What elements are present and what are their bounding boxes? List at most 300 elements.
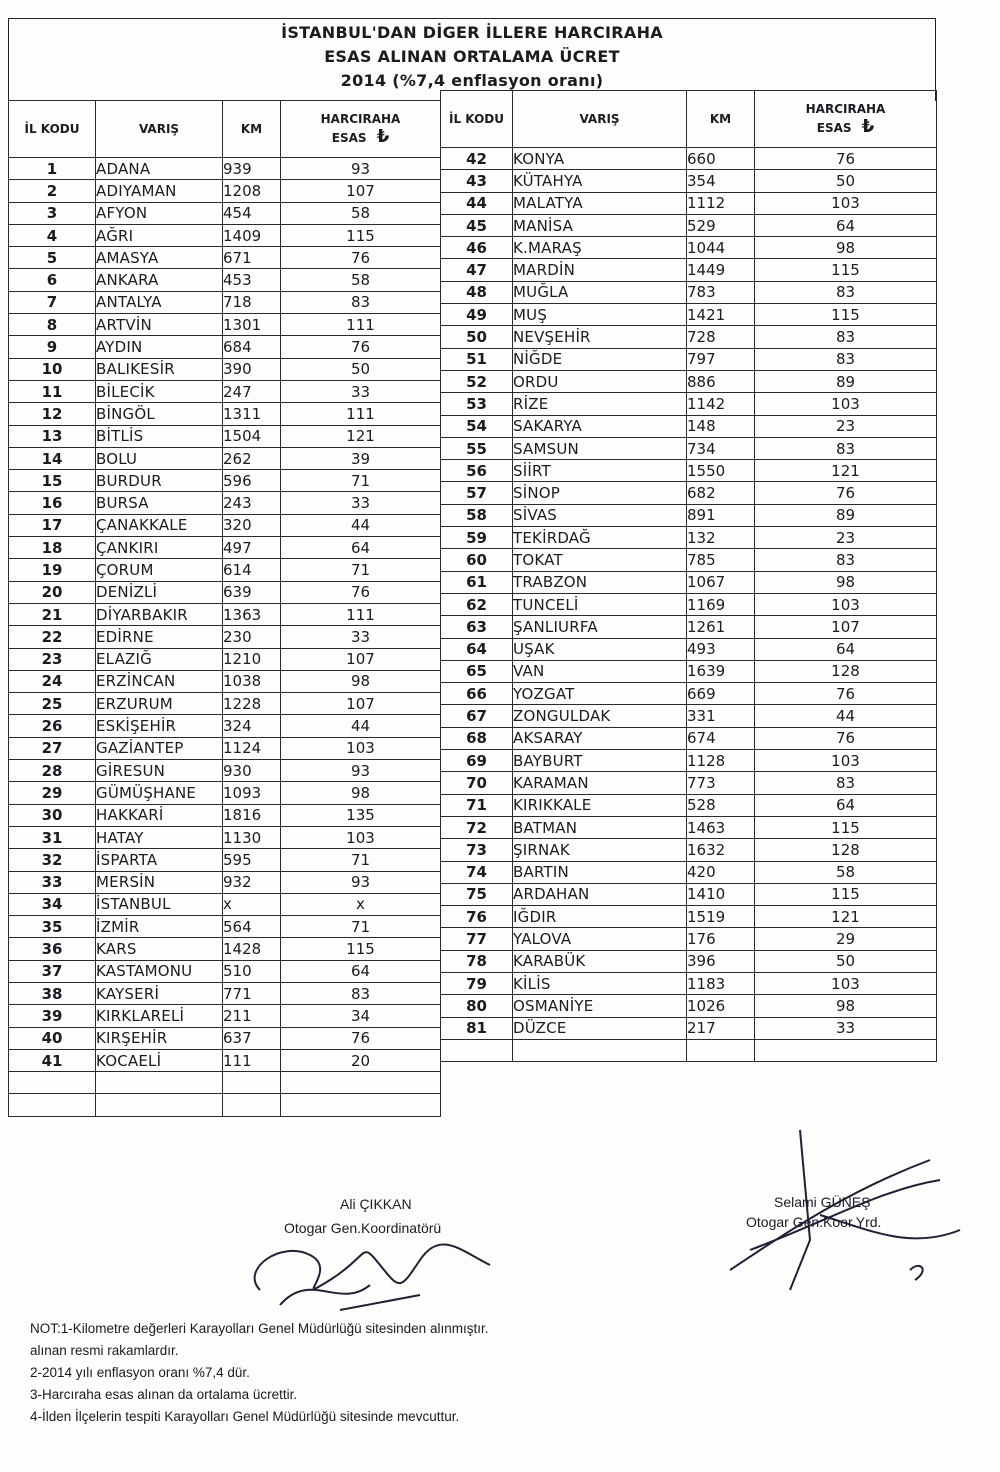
- fee-amount: 64: [755, 214, 937, 236]
- destination-city: NEVŞEHİR: [513, 326, 687, 348]
- province-code: 68: [441, 727, 513, 749]
- destination-city: ERZİNCAN: [96, 670, 223, 692]
- fee-amount: 58: [281, 202, 441, 224]
- table-row: [441, 326, 937, 348]
- province-code: 81: [441, 1017, 513, 1039]
- table-row: [441, 393, 937, 415]
- province-code: 66: [441, 683, 513, 705]
- province-code: 24: [9, 670, 96, 692]
- province-code: 41: [9, 1049, 96, 1071]
- destination-city: AYDIN: [96, 336, 223, 358]
- destination-city: TUNCELİ: [513, 593, 687, 615]
- table-row: [441, 1017, 937, 1039]
- distance-km: 454: [223, 202, 281, 224]
- table-row: [441, 460, 937, 482]
- distance-km: 595: [223, 849, 281, 871]
- header-fee-line2: ESAS: [331, 131, 367, 145]
- destination-city: YALOVA: [513, 928, 687, 950]
- table-row: [441, 616, 937, 638]
- table-row: [441, 839, 937, 861]
- table-row: [9, 1027, 441, 1049]
- distance-km: 614: [223, 559, 281, 581]
- distance-km: 396: [687, 950, 755, 972]
- fee-amount: 107: [281, 693, 441, 715]
- fee-amount: 93: [281, 158, 441, 180]
- table-row: [441, 437, 937, 459]
- title-line-3: 2014 (%7,4 enflasyon oranı): [340, 71, 604, 90]
- distance-km: x: [223, 893, 281, 915]
- left-table-body: [9, 158, 441, 1117]
- province-code: 3: [9, 202, 96, 224]
- title-line-2: ESAS ALINAN ORTALAMA ÜCRET: [324, 47, 620, 66]
- fee-amount: 111: [281, 314, 441, 336]
- destination-city: KASTAMONU: [96, 960, 223, 982]
- table-row: [9, 670, 441, 692]
- left-signatory-name: Ali ÇIKKAN: [340, 1196, 412, 1212]
- province-code: 52: [441, 370, 513, 392]
- distance-km: 1550: [687, 460, 755, 482]
- empty-cell: [281, 1072, 441, 1094]
- destination-city: BURDUR: [96, 470, 223, 492]
- distance-km: 728: [687, 326, 755, 348]
- table-row: [441, 995, 937, 1017]
- province-code: 11: [9, 380, 96, 402]
- destination-city: SAKARYA: [513, 415, 687, 437]
- distance-km: 1261: [687, 616, 755, 638]
- header-code: İL KODU: [9, 101, 96, 158]
- fee-amount: 20: [281, 1049, 441, 1071]
- distance-km: 1210: [223, 648, 281, 670]
- fee-amount: 115: [281, 938, 441, 960]
- distance-km: 1112: [687, 192, 755, 214]
- fee-amount: 111: [281, 603, 441, 625]
- distance-km: 684: [223, 336, 281, 358]
- province-code: 70: [441, 772, 513, 794]
- province-code: 77: [441, 928, 513, 950]
- distance-km: 1026: [687, 995, 755, 1017]
- header-fee-line1: HARCIRAHA: [320, 112, 401, 126]
- lira-icon: ₺: [861, 116, 875, 137]
- destination-city: ÇORUM: [96, 559, 223, 581]
- fee-amount: 71: [281, 916, 441, 938]
- distance-km: 1816: [223, 804, 281, 826]
- province-code: 71: [441, 794, 513, 816]
- province-code: 47: [441, 259, 513, 281]
- destination-city: GİRESUN: [96, 760, 223, 782]
- table-row: [441, 794, 937, 816]
- destination-city: ANTALYA: [96, 291, 223, 313]
- destination-city: ŞIRNAK: [513, 839, 687, 861]
- distance-km: 211: [223, 1005, 281, 1027]
- table-row: [9, 403, 441, 425]
- fee-amount: 33: [281, 492, 441, 514]
- destination-city: TRABZON: [513, 571, 687, 593]
- empty-cell: [281, 1094, 441, 1116]
- province-code: 79: [441, 972, 513, 994]
- distance-km: 891: [687, 504, 755, 526]
- destination-city: K.MARAŞ: [513, 237, 687, 259]
- destination-city: BİLECİK: [96, 380, 223, 402]
- fee-amount: 71: [281, 470, 441, 492]
- fee-amount: 128: [755, 660, 937, 682]
- table-row: [9, 626, 441, 648]
- fee-amount: 107: [281, 648, 441, 670]
- table-row: [9, 158, 441, 180]
- destination-city: BİNGÖL: [96, 403, 223, 425]
- distance-km: 783: [687, 281, 755, 303]
- table-row: [9, 358, 441, 380]
- province-code: 34: [9, 893, 96, 915]
- table-row: [9, 760, 441, 782]
- table-row: [9, 559, 441, 581]
- table-row: [441, 705, 937, 727]
- fee-amount: 50: [281, 358, 441, 380]
- distance-km: 1044: [687, 237, 755, 259]
- table-row: [441, 950, 937, 972]
- destination-city: MARDİN: [513, 259, 687, 281]
- table-row: [9, 938, 441, 960]
- fee-amount: 33: [281, 380, 441, 402]
- destination-city: OSMANİYE: [513, 995, 687, 1017]
- distance-km: 497: [223, 537, 281, 559]
- province-code: 67: [441, 705, 513, 727]
- fee-amount: 64: [755, 638, 937, 660]
- table-row: [441, 727, 937, 749]
- province-code: 10: [9, 358, 96, 380]
- table-row: [9, 960, 441, 982]
- note-line-1: NOT:1-Kilometre değerleri Karayolları Genel Müdürlüğü sitesinden alınmıştır.: [30, 1321, 489, 1336]
- distance-km: 1124: [223, 737, 281, 759]
- table-row: [441, 415, 937, 437]
- fee-amount: 121: [755, 460, 937, 482]
- destination-city: VAN: [513, 660, 687, 682]
- distance-km: 671: [223, 247, 281, 269]
- distance-km: 1409: [223, 224, 281, 246]
- table-row: [441, 237, 937, 259]
- destination-city: ZONGULDAK: [513, 705, 687, 727]
- distance-km: 669: [687, 683, 755, 705]
- distance-km: 528: [687, 794, 755, 816]
- table-row: [9, 1005, 441, 1027]
- province-code: 29: [9, 782, 96, 804]
- table-row: [441, 928, 937, 950]
- province-code: 44: [441, 192, 513, 214]
- distance-km: 247: [223, 380, 281, 402]
- table-row: [441, 259, 937, 281]
- lira-icon: ₺: [376, 126, 390, 147]
- destination-city: İSTANBUL: [96, 893, 223, 915]
- destination-city: UŞAK: [513, 638, 687, 660]
- destination-city: HAKKARİ: [96, 804, 223, 826]
- destination-city: ARDAHAN: [513, 883, 687, 905]
- fee-amount: 83: [281, 982, 441, 1004]
- province-code: 63: [441, 616, 513, 638]
- destination-city: İZMİR: [96, 916, 223, 938]
- table-row: [441, 772, 937, 794]
- destination-city: IĞDIR: [513, 906, 687, 928]
- destination-city: YOZGAT: [513, 683, 687, 705]
- fee-amount: 83: [755, 437, 937, 459]
- distance-km: 1311: [223, 403, 281, 425]
- table-row: [9, 849, 441, 871]
- table-row: [9, 871, 441, 893]
- distance-km: 682: [687, 482, 755, 504]
- table-row: [9, 180, 441, 202]
- empty-row: [441, 1039, 937, 1061]
- fee-amount: 98: [755, 995, 937, 1017]
- destination-city: DÜZCE: [513, 1017, 687, 1039]
- fee-amount: 103: [755, 593, 937, 615]
- fee-amount: 23: [755, 415, 937, 437]
- distance-km: 639: [223, 581, 281, 603]
- fee-amount: 98: [755, 237, 937, 259]
- province-code: 31: [9, 826, 96, 848]
- province-code: 59: [441, 527, 513, 549]
- destination-city: BOLU: [96, 447, 223, 469]
- table-row: [441, 304, 937, 326]
- destination-city: RİZE: [513, 393, 687, 415]
- fee-amount: 103: [281, 826, 441, 848]
- left-signatory-title: Otogar Gen.Koordinatörü: [284, 1220, 442, 1236]
- fee-amount: 128: [755, 839, 937, 861]
- province-code: 32: [9, 849, 96, 871]
- table-row: [9, 715, 441, 737]
- table-row: [9, 492, 441, 514]
- table-row: [9, 826, 441, 848]
- right-signature-scribble: [710, 1120, 970, 1300]
- table-row: [441, 148, 937, 170]
- province-code: 72: [441, 816, 513, 838]
- fee-amount: 76: [755, 683, 937, 705]
- table-row: [9, 737, 441, 759]
- destination-city: ÇANAKKALE: [96, 514, 223, 536]
- distance-km: 1183: [687, 972, 755, 994]
- province-code: 18: [9, 537, 96, 559]
- table-row: [9, 380, 441, 402]
- destination-city: ESKİŞEHİR: [96, 715, 223, 737]
- destination-city: MUŞ: [513, 304, 687, 326]
- fee-amount: 115: [281, 224, 441, 246]
- right-table-header: [441, 91, 937, 148]
- destination-city: AMASYA: [96, 247, 223, 269]
- fee-amount: 44: [281, 715, 441, 737]
- destination-city: BURSA: [96, 492, 223, 514]
- destination-city: SİNOP: [513, 482, 687, 504]
- distance-km: 718: [223, 291, 281, 313]
- fee-amount: 76: [755, 482, 937, 504]
- destination-city: GAZİANTEP: [96, 737, 223, 759]
- destination-city: KIRŞEHİR: [96, 1027, 223, 1049]
- province-code: 17: [9, 514, 96, 536]
- destination-city: TOKAT: [513, 549, 687, 571]
- distance-km: 420: [687, 861, 755, 883]
- province-code: 51: [441, 348, 513, 370]
- fee-amount: 50: [755, 170, 937, 192]
- note-line-4: 3-Harcıraha esas alınan da ortalama ücrettir.: [30, 1387, 298, 1402]
- province-code: 22: [9, 626, 96, 648]
- distance-km: 529: [687, 214, 755, 236]
- right-fee-table: [440, 90, 937, 1062]
- province-code: 5: [9, 247, 96, 269]
- empty-cell: [96, 1094, 223, 1116]
- distance-km: 660: [687, 148, 755, 170]
- destination-city: ELAZIĞ: [96, 648, 223, 670]
- distance-km: 1038: [223, 670, 281, 692]
- destination-city: DENİZLİ: [96, 581, 223, 603]
- destination-city: KONYA: [513, 148, 687, 170]
- table-row: [441, 593, 937, 615]
- destination-city: SAMSUN: [513, 437, 687, 459]
- fee-amount: 39: [281, 447, 441, 469]
- province-code: 53: [441, 393, 513, 415]
- distance-km: 1067: [687, 571, 755, 593]
- table-row: [9, 893, 441, 915]
- destination-city: KAYSERİ: [96, 982, 223, 1004]
- table-row: [9, 581, 441, 603]
- fee-amount: 135: [281, 804, 441, 826]
- distance-km: 1632: [687, 839, 755, 861]
- table-row: [9, 648, 441, 670]
- fee-amount: 50: [755, 950, 937, 972]
- fee-amount: 83: [755, 772, 937, 794]
- title-block: [8, 18, 936, 101]
- fee-amount: 71: [281, 559, 441, 581]
- fee-amount: 58: [281, 269, 441, 291]
- province-code: 16: [9, 492, 96, 514]
- header-fee-line2: ESAS: [816, 121, 852, 135]
- fee-amount: 89: [755, 370, 937, 392]
- empty-row: [9, 1072, 441, 1094]
- distance-km: 510: [223, 960, 281, 982]
- distance-km: 596: [223, 470, 281, 492]
- table-row: [441, 192, 937, 214]
- destination-city: DİYARBAKIR: [96, 603, 223, 625]
- empty-cell: [755, 1039, 937, 1061]
- destination-city: MANİSA: [513, 214, 687, 236]
- table-row: [9, 804, 441, 826]
- fee-amount: 103: [281, 737, 441, 759]
- fee-amount: 121: [281, 425, 441, 447]
- fee-amount: 76: [281, 336, 441, 358]
- table-row: [441, 281, 937, 303]
- distance-km: 637: [223, 1027, 281, 1049]
- table-row: [441, 861, 937, 883]
- destination-city: ARTVİN: [96, 314, 223, 336]
- fee-amount: 76: [755, 727, 937, 749]
- table-row: [9, 269, 441, 291]
- destination-city: GÜMÜŞHANE: [96, 782, 223, 804]
- distance-km: 797: [687, 348, 755, 370]
- header-km: KM: [223, 101, 281, 158]
- note-line-3: 2-2014 yılı enflasyon oranı %7,4 dür.: [30, 1365, 250, 1380]
- fee-amount: x: [281, 893, 441, 915]
- fee-amount: 83: [755, 281, 937, 303]
- header-city: VARIŞ: [513, 91, 687, 148]
- empty-cell: [687, 1039, 755, 1061]
- table-row: [441, 816, 937, 838]
- table-row: [9, 916, 441, 938]
- left-signature-scribble: [220, 1210, 520, 1320]
- table-row: [9, 537, 441, 559]
- destination-city: SİVAS: [513, 504, 687, 526]
- table-row: [9, 693, 441, 715]
- fee-amount: 64: [281, 537, 441, 559]
- province-code: 42: [441, 148, 513, 170]
- province-code: 8: [9, 314, 96, 336]
- table-row: [441, 214, 937, 236]
- province-code: 37: [9, 960, 96, 982]
- note-line-5: 4-İlden İlçelerin tespiti Karayolları Genel Müdürlüğü sitesinde mevcuttur.: [30, 1409, 460, 1424]
- destination-city: KARS: [96, 938, 223, 960]
- table-row: [441, 482, 937, 504]
- fee-amount: 107: [281, 180, 441, 202]
- destination-city: BATMAN: [513, 816, 687, 838]
- distance-km: 1463: [687, 816, 755, 838]
- table-row: [9, 336, 441, 358]
- distance-km: 1363: [223, 603, 281, 625]
- empty-cell: [513, 1039, 687, 1061]
- distance-km: 773: [687, 772, 755, 794]
- destination-city: BALIKESİR: [96, 358, 223, 380]
- distance-km: 1093: [223, 782, 281, 804]
- fee-amount: 111: [281, 403, 441, 425]
- fee-amount: 76: [281, 1027, 441, 1049]
- destination-city: KİLİS: [513, 972, 687, 994]
- province-code: 26: [9, 715, 96, 737]
- fee-amount: 83: [755, 326, 937, 348]
- table-row: [441, 906, 937, 928]
- province-code: 65: [441, 660, 513, 682]
- fee-amount: 76: [281, 581, 441, 603]
- table-row: [441, 527, 937, 549]
- right-signatory-name: Selami GÜNEŞ: [774, 1194, 871, 1210]
- destination-city: ADANA: [96, 158, 223, 180]
- distance-km: 1208: [223, 180, 281, 202]
- distance-km: 1639: [687, 660, 755, 682]
- left-fee-table: [8, 100, 441, 1117]
- table-row: [9, 224, 441, 246]
- province-code: 12: [9, 403, 96, 425]
- distance-km: 932: [223, 871, 281, 893]
- table-row: [441, 638, 937, 660]
- fee-amount: 44: [755, 705, 937, 727]
- right-signatory-title: Otogar Gen.Koor.Yrd.: [746, 1214, 882, 1230]
- province-code: 27: [9, 737, 96, 759]
- fee-amount: 33: [281, 626, 441, 648]
- destination-city: İSPARTA: [96, 849, 223, 871]
- province-code: 30: [9, 804, 96, 826]
- destination-city: MUĞLA: [513, 281, 687, 303]
- fee-amount: 93: [281, 871, 441, 893]
- fee-amount: 23: [755, 527, 937, 549]
- destination-city: ORDU: [513, 370, 687, 392]
- province-code: 46: [441, 237, 513, 259]
- distance-km: 1410: [687, 883, 755, 905]
- left-table-header: [9, 101, 441, 158]
- table-row: [441, 660, 937, 682]
- province-code: 57: [441, 482, 513, 504]
- header-fee: [755, 91, 937, 148]
- note-line-2: alınan resmi rakamlardır.: [30, 1343, 179, 1358]
- destination-city: KÜTAHYA: [513, 170, 687, 192]
- fee-amount: 103: [755, 393, 937, 415]
- destination-city: AĞRI: [96, 224, 223, 246]
- fee-amount: 103: [755, 972, 937, 994]
- province-code: 13: [9, 425, 96, 447]
- fee-amount: 115: [755, 304, 937, 326]
- fee-amount: 103: [755, 750, 937, 772]
- province-code: 56: [441, 460, 513, 482]
